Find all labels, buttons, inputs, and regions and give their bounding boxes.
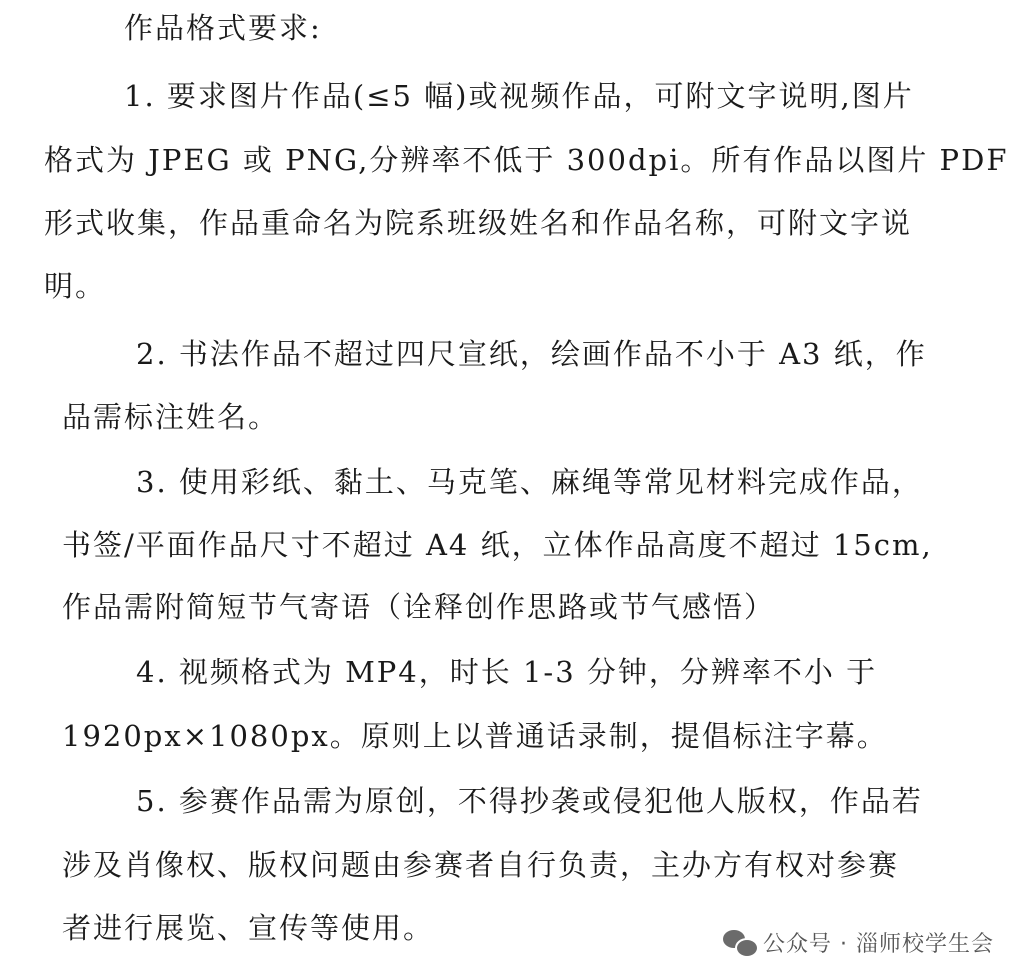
text-line: 4. 视频格式为 MP4，时长 1-3 分钟，分辨率不小 于 bbox=[136, 655, 878, 689]
wechat-watermark bbox=[723, 927, 994, 958]
text-line: 作品需附简短节气寄语（诠释创作思路或节气感悟） bbox=[62, 590, 776, 624]
text-line: 格式为 JPEG 或 PNG,分辨率不低于 300dpi。所有作品以图片 PDF bbox=[44, 143, 1009, 177]
text-line: 涉及肖像权、版权问题由参赛者自行负责，主办方有权对参赛 bbox=[62, 848, 900, 882]
text-line: 1. 要求图片作品(≤5 幅)或视频作品，可附文字说明,图片 bbox=[124, 79, 914, 113]
text-line: 品需标注姓名。 bbox=[62, 400, 280, 434]
text-line: 形式收集，作品重命名为院系班级姓名和作品名称，可附文字说 bbox=[44, 206, 913, 240]
section-heading: 作品格式要求: bbox=[124, 11, 322, 45]
text-line: 书签/平面作品尺寸不超过 A4 纸，立体作品高度不超过 15cm, bbox=[62, 528, 933, 562]
text-line: 明。 bbox=[44, 269, 107, 303]
text-line: 5. 参赛作品需为原创，不得抄袭或侵犯他人版权，作品若 bbox=[136, 784, 923, 818]
wechat-icon bbox=[723, 930, 757, 956]
text-line: 1920px×1080px。原则上以普通话录制，提倡标注字幕。 bbox=[62, 719, 888, 753]
text-line: 者进行展览、宣传等使用。 bbox=[62, 911, 435, 945]
text-line: 3. 使用彩纸、黏土、马克笔、麻绳等常见材料完成作品， bbox=[136, 465, 923, 499]
text-line: 2. 书法作品不超过四尺宣纸，绘画作品不小于 A3 纸，作 bbox=[136, 337, 927, 371]
watermark-text: 公众号 · 淄师校学生会 bbox=[763, 932, 994, 957]
